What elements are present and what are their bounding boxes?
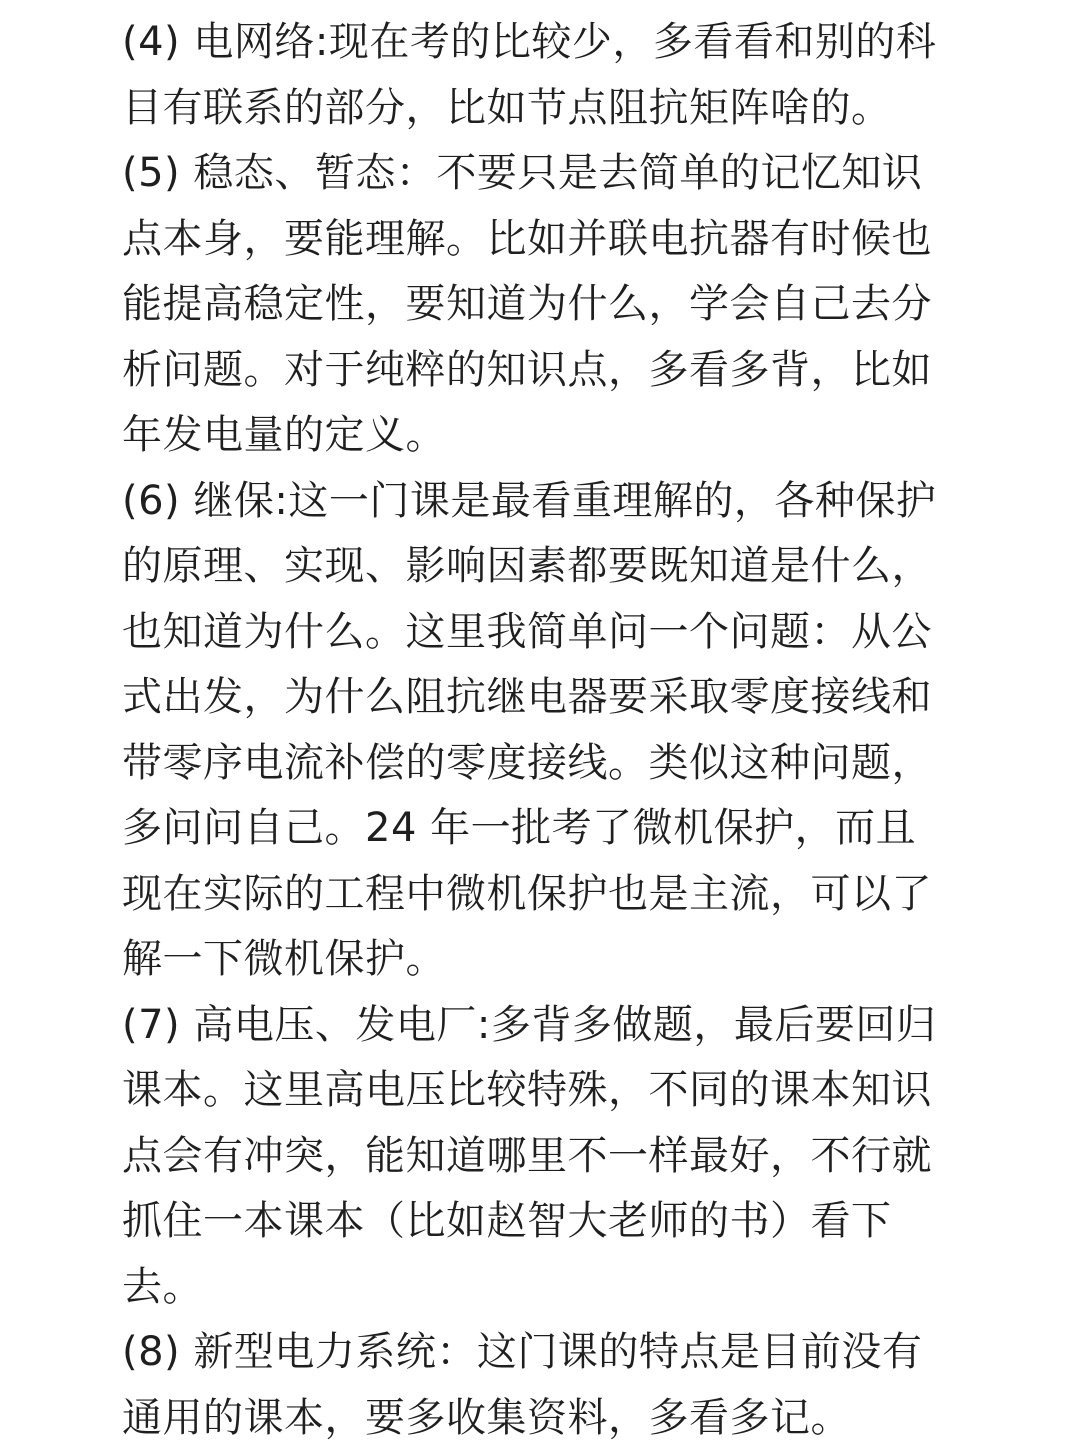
text-line: 课本。这里高电压比较特殊，不同的课本知识 xyxy=(122,1058,962,1124)
text-line: 去。 xyxy=(122,1255,962,1321)
text-line: 通用的课本，要多收集资料，多看多记。 xyxy=(122,1386,962,1451)
text-line: 抓住一本课本（比如赵智大老师的书）看下 xyxy=(122,1189,962,1255)
text-line: 年发电量的定义。 xyxy=(122,403,962,469)
text-line: 带零序电流补偿的零度接线。类似这种问题， xyxy=(122,731,962,797)
text-line: 点会有冲突，能知道哪里不一样最好，不行就 xyxy=(122,1124,962,1190)
study-notes-text xyxy=(122,10,962,1451)
text-line: 点本身，要能理解。比如并联电抗器有时候也 xyxy=(122,207,962,273)
text-line: 式出发，为什么阻抗继电器要采取零度接线和 xyxy=(122,665,962,731)
text-line: (7) 高电压、发电厂:多背多做题，最后要回归 xyxy=(122,993,962,1059)
text-line: (8) 新型电力系统：这门课的特点是目前没有 xyxy=(122,1320,962,1386)
text-line: 能提高稳定性，要知道为什么，学会自己去分 xyxy=(122,272,962,338)
text-line: (5) 稳态、暂态：不要只是去简单的记忆知识 xyxy=(122,141,962,207)
text-line: 析问题。对于纯粹的知识点，多看多背，比如 xyxy=(122,338,962,404)
text-line: 也知道为什么。这里我简单问一个问题：从公 xyxy=(122,600,962,666)
text-line: 的原理、实现、影响因素都要既知道是什么， xyxy=(122,534,962,600)
text-line: 目有联系的部分，比如节点阻抗矩阵啥的。 xyxy=(122,76,962,142)
text-line: 解一下微机保护。 xyxy=(122,927,962,993)
text-line: 现在实际的工程中微机保护也是主流，可以了 xyxy=(122,862,962,928)
text-line: (4) 电网络:现在考的比较少，多看看和别的科 xyxy=(122,10,962,76)
text-line: (6) 继保:这一门课是最看重理解的，各种保护 xyxy=(122,469,962,535)
text-line: 多问问自己。24 年一批考了微机保护，而且 xyxy=(122,796,962,862)
